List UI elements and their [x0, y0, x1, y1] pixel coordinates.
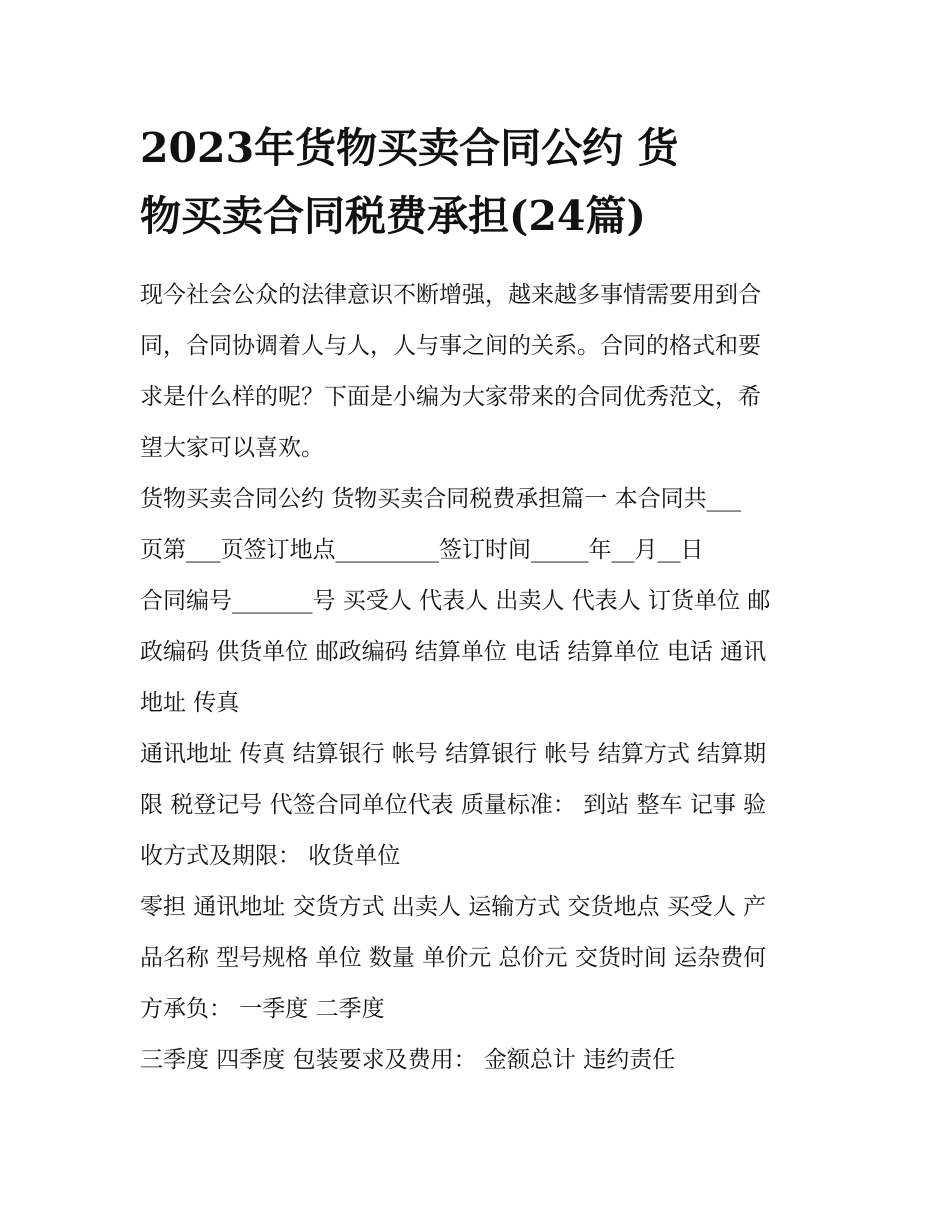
title-line-2: 物买卖合同税费承担(24篇) [140, 192, 646, 240]
body-line: 收方式及期限： 收货单位 [140, 843, 401, 869]
document-body [140, 270, 812, 1086]
body-line: 品名称 型号规格 单位 数量 单价元 总价元 交货时间 运杂费何 [140, 945, 767, 971]
body-line: 现今社会公众的法律意识不断增强，越来越多事情需要用到合 [140, 282, 761, 308]
body-line: 政编码 供货单位 邮政编码 结算单位 电话 结算单位 电话 通讯 [140, 639, 767, 665]
document-title [140, 114, 812, 250]
body-line: 货物买卖合同公约 货物买卖合同税费承担篇一 本合同共___ [140, 486, 742, 512]
body-line: 地址 传真 [140, 690, 240, 716]
body-line: 零担 通讯地址 交货方式 出卖人 运输方式 交货地点 买受人 产 [140, 894, 767, 920]
body-line: 限 税登记号 代签合同单位代表 质量标准： 到站 整车 记事 验 [140, 792, 767, 818]
body-line: 页第___页签订地点_________签订时间_____年__月__日 [140, 537, 704, 563]
body-line: 方承负： 一季度 二季度 [140, 996, 385, 1022]
body-line: 同，合同协调着人与人，人与事之间的关系。合同的格式和要 [140, 333, 761, 359]
body-line: 通讯地址 传真 结算银行 帐号 结算银行 帐号 结算方式 结算期 [140, 741, 767, 767]
title-line-1: 2023年货物买卖合同公约 货 [140, 124, 679, 172]
body-line: 三季度 四季度 包装要求及费用： 金额总计 违约责任 [140, 1047, 676, 1073]
body-line: 求是什么样的呢？下面是小编为大家带来的合同优秀范文，希 [140, 384, 761, 410]
body-line: 望大家可以喜欢。 [140, 435, 324, 461]
document-page [140, 114, 812, 1086]
body-line: 合同编号_______号 买受人 代表人 出卖人 代表人 订货单位 邮 [140, 588, 771, 614]
